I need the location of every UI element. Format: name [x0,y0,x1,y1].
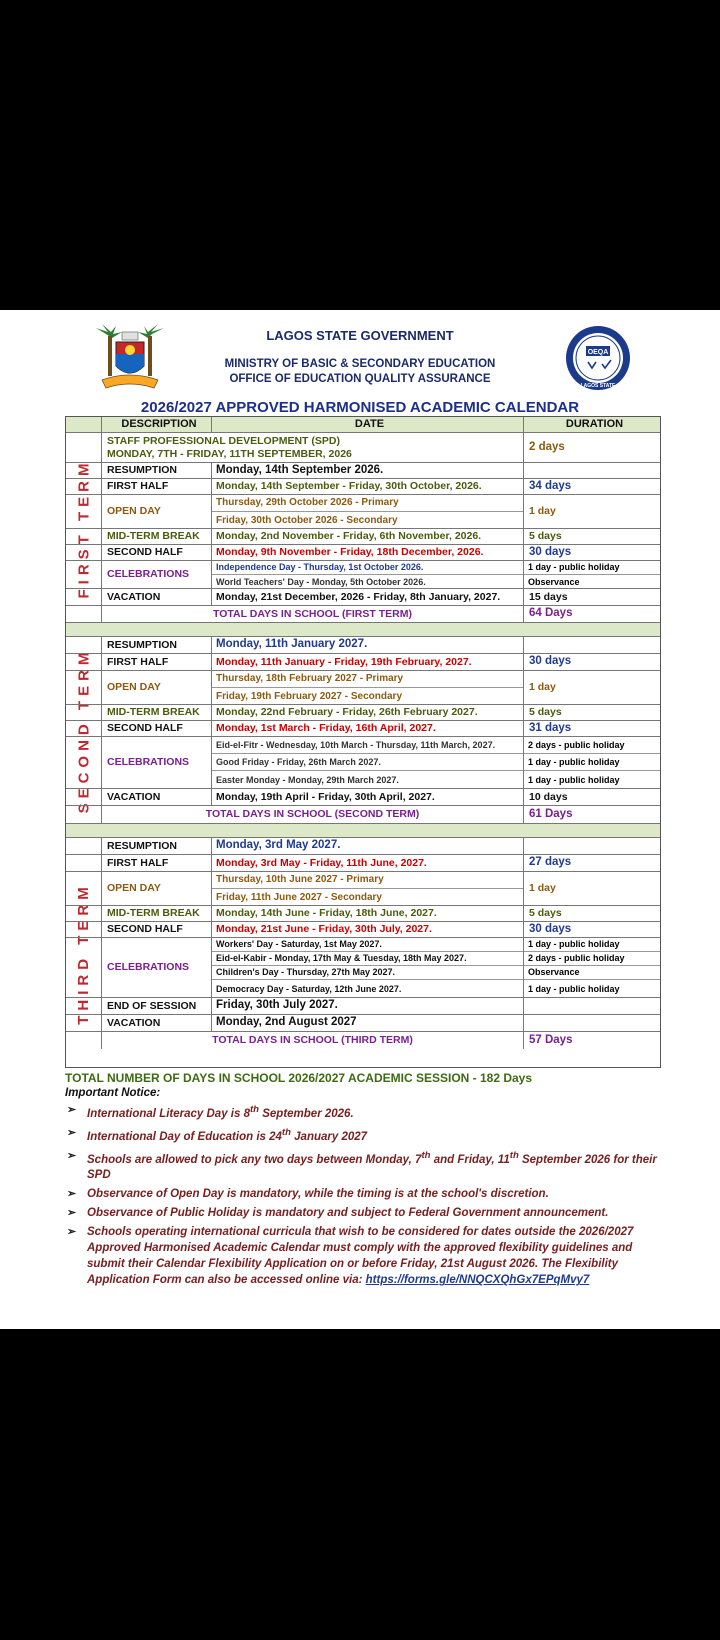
open-day-secondary: Friday, 30th October 2026 - Secondary [216,514,398,526]
row-duration [523,737,660,788]
arrow-icon: ➢ [67,1188,77,1201]
government-name: LAGOS STATE GOVERNMENT [266,328,454,343]
term-total-label: TOTAL DAYS IN SCHOOL (THIRD TERM) [101,1032,523,1049]
open-day-primary: Thursday, 29th October 2026 - Primary [212,495,523,512]
second-celebrations-row [66,737,660,789]
row-description: VACATION [101,789,211,805]
celebration-date: Children's Day - Thursday, 27th May 2027. [212,966,523,980]
row-date: Monday, 9th November - Friday, 18th December, 2026. [211,545,523,560]
celebration-date: Easter Monday - Monday, 29th March 2027. [216,774,399,785]
row-description: END OF SESSION [101,998,211,1014]
term-total-days: 64 Days [523,606,660,622]
term-separator [66,824,660,838]
row-date [211,561,523,588]
row-date: Monday, 3rd May 2027. [211,838,523,854]
row-date: Monday, 14th June - Friday, 18th June, 2027. [211,906,523,921]
row-date: Monday, 11th January 2027. [211,637,523,653]
third-total-row [66,1032,660,1049]
term-total-days: 61 Days [523,806,660,823]
row-description: FIRST HALF [101,479,211,494]
first-term-label: FIRST TERM [75,458,92,598]
open-day-primary: Thursday, 10th June 2027 - Primary [212,872,523,889]
spd-description: STAFF PROFESSIONAL DEVELOPMENT (SPD) MONDAY, 7TH - FRIDAY, 11TH SEPTEMBER, 2026 [101,433,523,462]
table-header [66,417,660,433]
row-duration [523,1015,660,1031]
important-notice [65,1087,665,1288]
row-description: FIRST HALF [101,654,211,670]
row-date: Monday, 11th January - Friday, 19th February, 2027. [211,654,523,670]
first-openday-row [66,495,660,529]
row-description: CELEBRATIONS [101,737,211,788]
first-firsthalf-row [66,479,660,495]
row-description: OPEN DAY [101,671,211,704]
row-duration: 30 days [523,654,660,670]
row-date: Monday, 14th September - Friday, 30th October, 2026. [211,479,523,494]
open-day-primary: Thursday, 18th February 2027 - Primary [212,671,523,688]
row-duration: 30 days [523,922,660,937]
spd-duration: 2 days [523,433,660,462]
third-celebrations-row [66,938,660,998]
row-duration: 34 days [523,479,660,494]
row-duration: 27 days [523,855,660,871]
arrow-icon: ➢ [67,1207,77,1220]
row-date [211,938,523,997]
notice-item: ➢ Observance of Public Holiday is mandatory and subject to Federal Government announcement. [67,1207,609,1220]
session-total: TOTAL NUMBER OF DAYS IN SCHOOL 2026/2027 ACADEMIC SESSION - 182 Days [65,1071,533,1085]
first-total-row [66,606,660,623]
celebration-duration: 1 day - public holiday [528,774,620,785]
row-duration: 10 days [523,789,660,805]
row-duration [523,463,660,478]
row-description: MID-TERM BREAK [101,529,211,544]
row-description: SECOND HALF [101,545,211,560]
row-duration: 31 days [523,721,660,736]
notice-item: ➢ Schools are allowed to pick any two days between Monday, 7th and Friday, 11th September 2026 for their SPD [67,1149,657,1182]
row-description: CELEBRATIONS [101,938,211,997]
third-vacation-row [66,1015,660,1032]
arrow-icon: ➢ [67,1149,77,1162]
row-duration [523,838,660,854]
notice-item: ➢ International Day of Education is 24th January 2027 [67,1126,368,1143]
celebration-date: Workers' Day - Saturday, 1st May 2027. [212,938,523,952]
notice-item: ➢ International Literacy Day is 8th September 2026. [67,1104,354,1120]
notice-heading: Important Notice: [65,1087,161,1099]
row-date [211,872,523,905]
row-duration: 1 day [523,872,660,905]
row-date [211,495,523,528]
celebration-date: Eid-el-Fitr - Wednesday, 10th March - Thursday, 11th March, 2027. [212,737,523,754]
ministry-name: MINISTRY OF BASIC & SECONDARY EDUCATION [224,358,496,370]
row-description: RESUMPTION [101,463,211,478]
second-term-label: SECOND TERM [75,647,92,814]
first-midterm-row [66,529,660,545]
row-date: Monday, 21st December, 2026 - Friday, 8th January, 2027. [211,589,523,605]
svg-text:OEQA: OEQA [587,349,609,356]
row-date: Monday, 2nd November - Friday, 6th November, 2026. [211,529,523,544]
term-total-label: TOTAL DAYS IN SCHOOL (FIRST TERM) [101,606,523,622]
row-description: OPEN DAY [101,495,211,528]
arrow-icon: ➢ [67,1104,77,1116]
third-resumption-row [66,838,660,855]
row-date [211,737,523,788]
row-description: RESUMPTION [101,637,211,653]
arrow-icon: ➢ [67,1126,77,1139]
row-duration: 5 days [523,705,660,720]
row-description: MID-TERM BREAK [101,705,211,720]
third-endsession-row [66,998,660,1015]
first-vacation-row [66,589,660,606]
row-duration: 1 day [523,495,660,528]
celebration-duration: 1 day - public holiday [528,983,620,994]
row-duration: 30 days [523,545,660,560]
first-resumption-row [66,463,660,479]
third-openday-row [66,872,660,906]
celebration-duration: 1 day - public holiday [524,561,660,575]
row-description: OPEN DAY [101,872,211,905]
open-day-secondary: Friday, 19th February 2027 - Secondary [216,690,403,702]
row-date: Monday, 1st March - Friday, 16th April, 2027. [211,721,523,736]
row-date: Monday, 3rd May - Friday, 11th June, 2027. [211,855,523,871]
row-duration: 5 days [523,906,660,921]
second-resumption-row [66,637,660,654]
col-duration: DURATION [523,417,660,432]
notice-item: ➢ Observance of Open Day is mandatory, while the timing is at the school's discretion. [67,1188,549,1201]
row-date: Monday, 19th April - Friday, 30th April, 2027. [211,789,523,805]
open-day-secondary: Friday, 11th June 2027 - Secondary [216,891,382,903]
spd-row [66,433,660,463]
celebration-duration: 1 day - public holiday [524,754,660,771]
row-duration: 15 days [523,589,660,605]
celebration-duration: 2 days - public holiday [524,952,660,966]
col-date: DATE [211,417,523,432]
term-total-label: TOTAL DAYS IN SCHOOL (SECOND TERM) [101,806,523,823]
row-duration [523,637,660,653]
row-description: VACATION [101,1015,211,1031]
second-secondhalf-row [66,721,660,737]
svg-text:LAGOS STATE: LAGOS STATE [580,383,616,389]
arrow-icon: ➢ [67,1226,77,1239]
row-duration: 1 day [523,671,660,704]
second-openday-row [66,671,660,705]
row-description: RESUMPTION [101,838,211,854]
celebration-date: Eid-el-Kabir - Monday, 17th May & Tuesday, 18th May 2027. [212,952,523,966]
celebration-duration: Observance [528,576,580,587]
row-duration [523,938,660,997]
row-date: Monday, 22nd February - Friday, 26th February 2027. [211,705,523,720]
third-midterm-row [66,906,660,922]
second-firsthalf-row [66,654,660,671]
row-duration [523,561,660,588]
celebration-date: World Teachers' Day - Monday, 5th October 2026. [216,576,426,587]
row-duration: 5 days [523,529,660,544]
calendar-document [0,310,720,1329]
col-description: DESCRIPTION [101,417,211,432]
first-celebrations-row [66,561,660,589]
row-date: Friday, 30th July 2027. [211,998,523,1014]
row-duration [523,998,660,1014]
second-midterm-row [66,705,660,721]
term-separator [66,623,660,637]
celebration-date: Independence Day - Thursday, 1st October 2026. [212,561,523,575]
third-secondhalf-row [66,922,660,938]
row-description: VACATION [101,589,211,605]
third-term-label: THIRD TERM [75,881,92,1025]
second-vacation-row [66,789,660,806]
row-description: SECOND HALF [101,721,211,736]
office-name: OFFICE OF EDUCATION QUALITY ASSURANCE [229,373,491,385]
third-firsthalf-row [66,855,660,872]
row-description: MID-TERM BREAK [101,906,211,921]
row-date [211,671,523,704]
row-description: FIRST HALF [101,855,211,871]
row-description: SECOND HALF [101,922,211,937]
flexibility-form-link[interactable]: https://forms.gle/NNQCXQhGx7EPqMvy7 [365,1274,590,1287]
row-date: Monday, 2nd August 2027 [211,1015,523,1031]
notice-item: ➢ Schools operating international curricula that wish to be considered for dates outside the 2026/2027 Approved Harmonised Academic Calendar must comply with the approved flexibility guidelines and submit their Calendar Flexibility Application on or before Friday, 21st August 2026. The Flexibility Application Form can also be accessed online via: https://forms.gle/NNQCXQhGx7EPqMvy7 [67,1226,634,1287]
calendar-title: 2026/2027 APPROVED HARMONISED ACADEMIC CALENDAR [140,399,580,416]
celebration-duration: 1 day - public holiday [524,938,660,952]
second-total-row [66,806,660,824]
celebration-duration: 2 days - public holiday [524,737,660,754]
celebration-date: Good Friday - Friday, 26th March 2027. [212,754,523,771]
celebration-date: Democracy Day - Saturday, 12th June 2027. [216,983,402,994]
row-description: CELEBRATIONS [101,561,211,588]
term-total-days: 57 Days [523,1032,660,1049]
row-date: Monday, 14th September 2026. [211,463,523,478]
first-secondhalf-row [66,545,660,561]
celebration-duration: Observance [524,966,660,980]
row-date: Monday, 21st June - Friday, 30th July, 2027. [211,922,523,937]
calendar-table [65,416,661,1068]
